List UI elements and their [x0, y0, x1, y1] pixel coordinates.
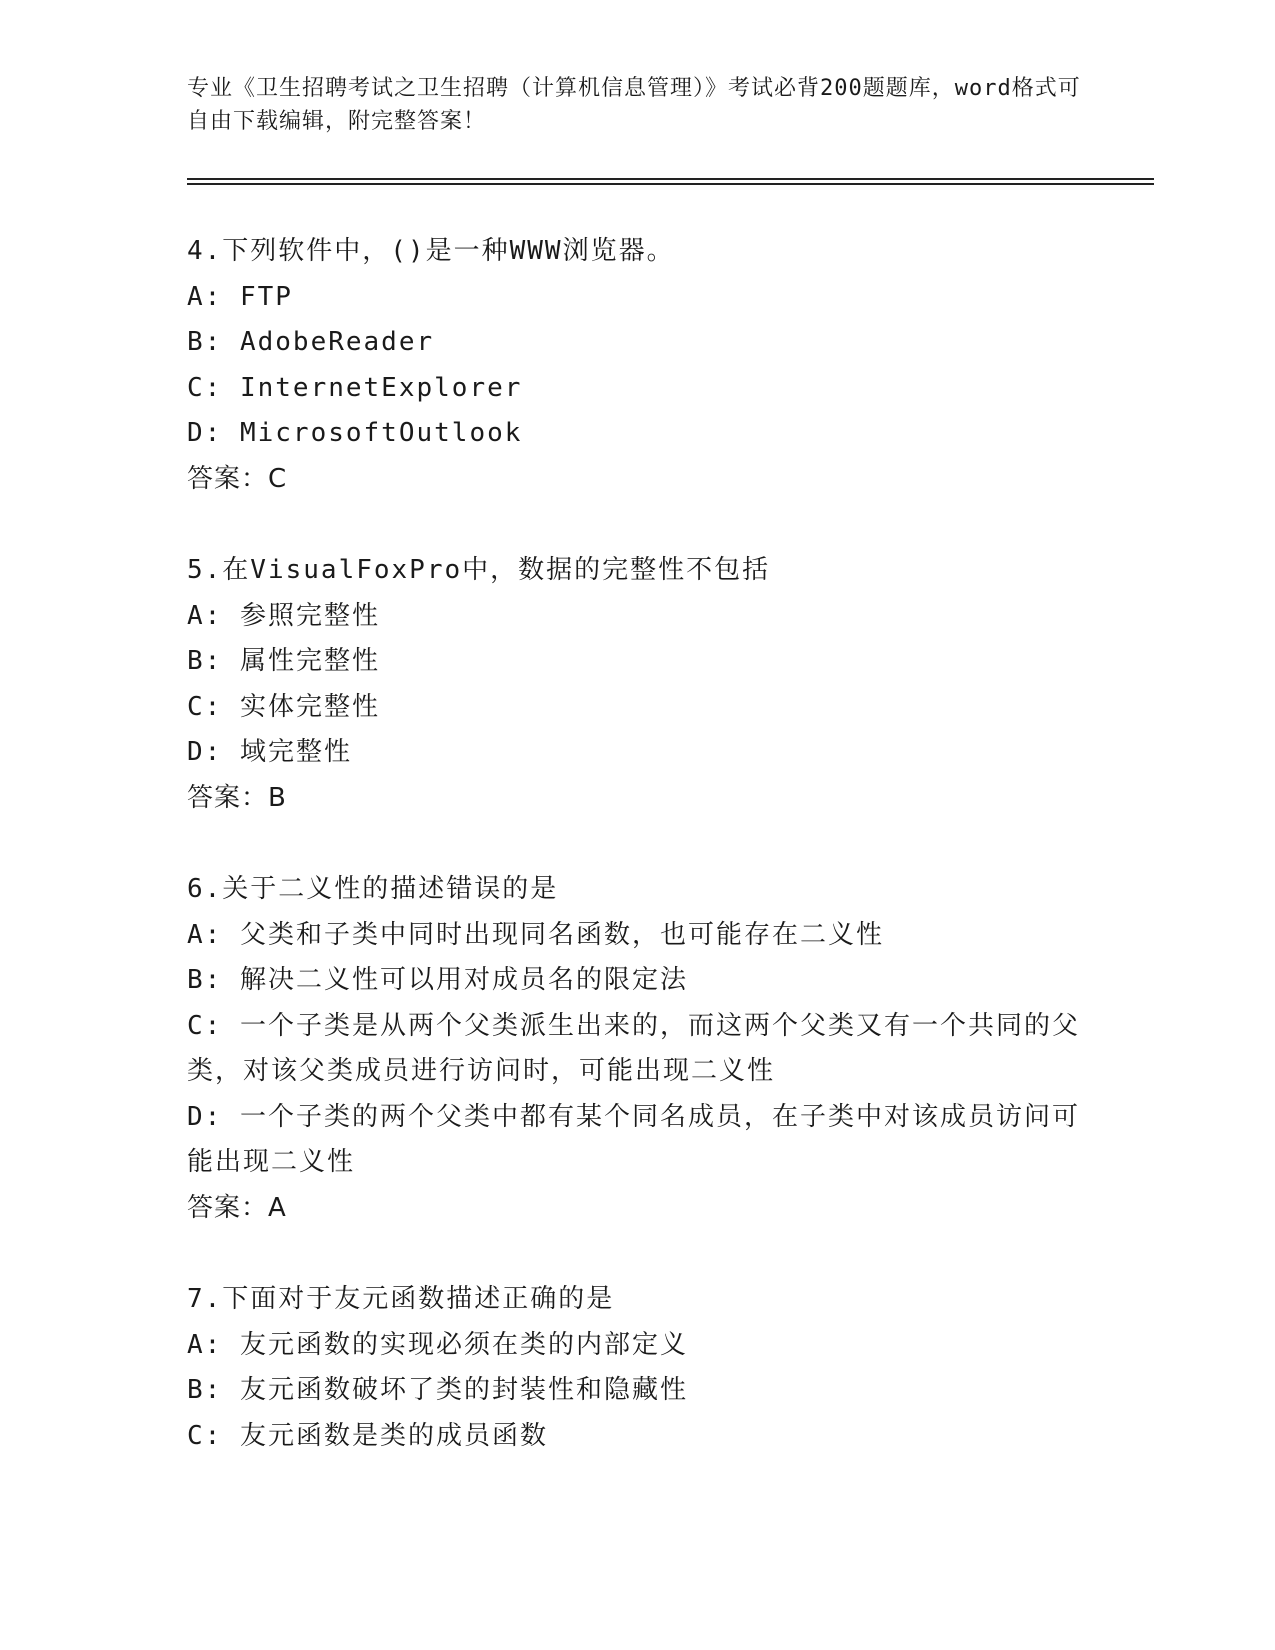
option-d: D: MicrosoftOutlook: [187, 418, 523, 448]
option-c: C: 一个子类是从两个父类派生出来的，而这两个父类又有一个共同的父类，对该父类成员进行访问时，可能出现二义性: [187, 1010, 1080, 1086]
option-d: D: 域完整性: [187, 737, 352, 767]
option-b: B: 解决二义性可以用对成员名的限定法: [187, 965, 688, 995]
question-6: [187, 867, 1087, 1231]
option-a: A: 参照完整性: [187, 600, 380, 631]
question-stem: 6.关于二义性的描述错误的是: [187, 874, 559, 904]
question-4: [187, 229, 1087, 502]
option-c: C: 友元函数是类的成员函数: [187, 1420, 548, 1451]
header-divider-top: [187, 178, 1154, 180]
option-b: B: 属性完整性: [187, 646, 380, 676]
header-divider-bottom: [187, 183, 1154, 185]
option-c: C: 实体完整性: [187, 691, 380, 722]
question-stem: 5.在VisualFoxPro中，数据的完整性不包括: [187, 555, 771, 585]
document-header: 专业《卫生招聘考试之卫生招聘（计算机信息管理）》考试必背200题题库，word格式可自由下载编辑，附完整答案！: [187, 76, 1081, 134]
answer: 答案：B: [187, 782, 287, 813]
option-a: A: 父类和子类中同时出现同名函数，也可能存在二义性: [187, 919, 884, 950]
question-7: [187, 1277, 1087, 1459]
option-b: B: 友元函数破坏了类的封装性和隐藏性: [187, 1375, 688, 1405]
question-stem: 7.下面对于友元函数描述正确的是: [187, 1284, 615, 1314]
answer: 答案：C: [187, 463, 288, 494]
question-stem: 4.下列软件中，()是一种WWW浏览器。: [187, 236, 675, 266]
option-a: A: 友元函数的实现必须在类的内部定义: [187, 1329, 688, 1360]
option-d: D: 一个子类的两个父类中都有某个同名成员，在子类中对该成员访问可能出现二义性: [187, 1101, 1080, 1177]
option-c: C: InternetExplorer: [187, 372, 523, 403]
question-5: [187, 548, 1087, 821]
option-b: B: AdobeReader: [187, 327, 435, 357]
option-a: A: FTP: [187, 281, 293, 312]
answer: 答案：A: [187, 1192, 287, 1223]
